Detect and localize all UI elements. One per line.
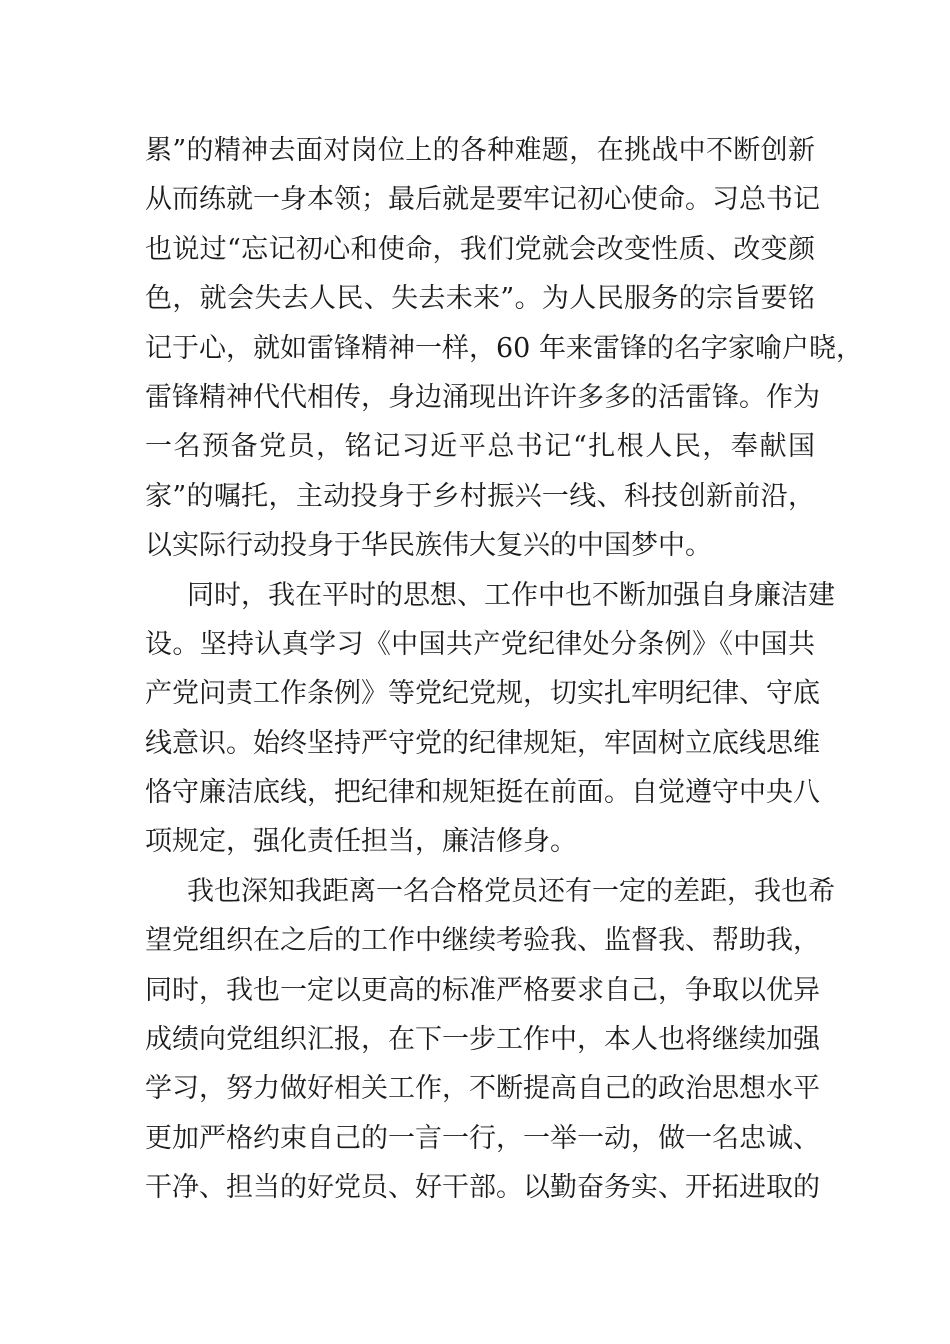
text-line: 产党问责工作条例》等党纪党规，切实扎牢明纪律、守底 (145, 678, 820, 710)
text-line: 记于心，就如雷锋精神一样，60 年来雷锋的名字家喻户晓， (145, 332, 863, 364)
text-line: 从而练就一身本领；最后就是要牢记初心使命。习总书记 (145, 184, 820, 216)
text-line: 干净、担当的好党员、好干部。以勤奋务实、开拓进取的 (145, 1172, 820, 1204)
text-line: 学习，努力做好相关工作，不断提高自己的政治思想水平 (145, 1073, 820, 1105)
paragraph-first-line: 我也深知我距离一名合格党员还有一定的差距，我也希 (187, 875, 835, 907)
text-line: 线意识。始终坚持严守党的纪律规矩，牢固树立底线思维 (145, 727, 820, 759)
text-line: 同时，我也一定以更高的标准严格要求自己，争取以优异 (145, 974, 820, 1006)
text-line: 望党组织在之后的工作中继续考验我、监督我、帮助我， (145, 925, 820, 957)
paragraph-first-line: 同时，我在平时的思想、工作中也不断加强自身廉洁建 (187, 579, 835, 611)
text-line: 设。坚持认真学习《中国共产党纪律处分条例》《中国共 (145, 628, 815, 660)
body-text (145, 126, 863, 1213)
text-line: 更加严格约束自己的一言一行，一举一动，做一名忠诚、 (145, 1122, 820, 1154)
text-line: 一名预备党员，铭记习近平总书记“扎根人民，奉献国 (145, 431, 815, 463)
text-line: 成绩向党组织汇报，在下一步工作中，本人也将继续加强 (145, 1024, 820, 1056)
text-line: 项规定，强化责任担当，廉洁修身。 (145, 826, 577, 858)
text-line: 雷锋精神代代相传，身边涌现出许许多多的活雷锋。作为 (145, 381, 820, 413)
text-line: 恪守廉洁底线，把纪律和规矩挺在前面。自觉遵守中央八 (145, 777, 820, 809)
text-line: 也说过“忘记初心和使命，我们党就会改变性质、改变颜 (145, 233, 815, 265)
text-line: 色，就会失去人民、失去未来”。为人民服务的宗旨要铭 (145, 283, 815, 315)
text-line: 累”的精神去面对岗位上的各种难题，在挑战中不断创新 (145, 135, 815, 166)
text-line: 家”的嘱托，主动投身于乡村振兴一线、科技创新前沿， (145, 480, 815, 512)
text-line: 以实际行动投身于华民族伟大复兴的中国梦中。 (145, 530, 712, 562)
